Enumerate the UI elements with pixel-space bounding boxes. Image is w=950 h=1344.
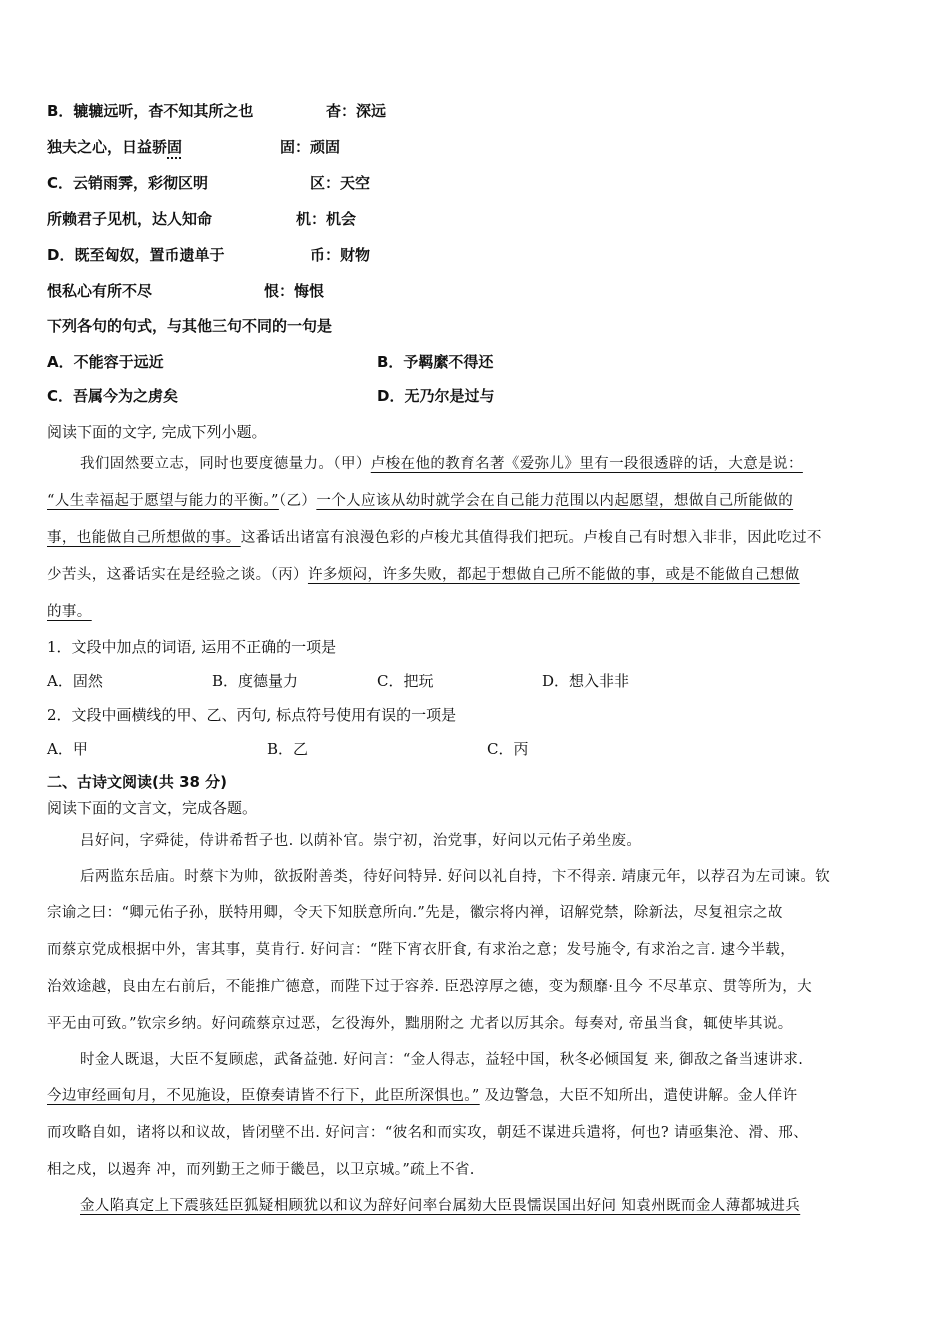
option-b-gloss-2: 固：顽固 (280, 138, 341, 156)
option-b-line-2 (47, 136, 341, 158)
option-d-gloss-2: 恨：悔恨 (264, 282, 325, 300)
question-1-stem: 1．文段中加点的词语, 运用不正确的一项是 (47, 638, 337, 656)
classical-text-line-6: 平无由可致。”钦宗乡纳。好问疏蔡京过恶，乞役海外，黜朋附之 尤者以厉其余。每奏对, 帝虽当食，辄使毕其说。 (47, 1016, 793, 1032)
syntax-options-row-2 (47, 385, 495, 407)
classical-text-line-2: 后两监东岳庙。时蔡卞为帅，欲扳附善类，待好问特异. 好问以礼自持，卞不得亲. 靖康元年，以荐召为左司谏。钦 (80, 869, 831, 885)
syntax-option-b: B．予羁縻不得还 (377, 353, 494, 371)
classical-text-line-11-unpunctuated: 金人陷真定上下震骇廷臣狐疑相顾犹以和议为辞好问率台属劾大臣畏懦误国出好问 知袁州既而金人薄都城进兵 (80, 1198, 801, 1214)
option-d-line-1 (47, 244, 371, 266)
syntax-question-stem: 下列各句的句式，与其他三句不同的一句是 (47, 317, 333, 335)
underlined-sentence-bing-end: 的事。 (47, 604, 92, 620)
q1-option-d: D．想入非非 (542, 672, 630, 690)
classical-text-line-1: 吕好问，字舜徒，侍讲希哲子也. 以荫补官。崇宁初，治党事，好问以元佑子弟坐废。 (80, 833, 642, 849)
classical-text-line-5: 治效途越，良由左右前后，不能推广德意，而陛下过于容养. 臣恐淳厚之德，变为颓靡·且今 不尽革京、贯等所为，大 (47, 979, 813, 995)
option-b-sentence-2-text: 独夫之心，日益骄 (47, 138, 168, 156)
dotted-word-gu: 固 (167, 138, 183, 156)
syntax-option-c: C．吾属今为之虏矣 (47, 387, 179, 405)
q2-option-c: C．丙 (487, 740, 529, 758)
syntax-options-row-1 (47, 351, 494, 373)
option-d-sentence-1: D．既至匈奴，置币遗单于 (47, 246, 225, 264)
option-c-sentence-2: 所赖君子见机，达人知命 (47, 210, 213, 228)
option-c-sentence-1: C．云销雨霁，彩彻区明 (47, 174, 209, 192)
classical-text-line-4: 而蔡京党成根据中外，害其事，莫肯行. 好问言：“陛下宵衣肝食, 有求治之意；发号施令, 有求治之言. 逮今半载， (47, 942, 796, 958)
q1-option-b: B．度德量力 (212, 672, 299, 690)
marker-yi: （乙） (278, 493, 317, 509)
option-d-line-2 (47, 280, 325, 302)
classical-text-line-8-rest: 及边警急，大臣不知所出，遣使讲解。金人佯许 (479, 1088, 798, 1104)
option-c-gloss-2: 机：机会 (296, 210, 357, 228)
classical-text-line-10: 相之戍，以遏奔 冲，而列勤王之师于畿邑，以卫京城。”疏上不省. (47, 1162, 475, 1178)
question-2-stem: 2．文段中画横线的甲、乙、丙句, 标点符号使用有误的一项是 (47, 706, 457, 724)
section-2-intro: 阅读下面的文言文，完成各题。 (47, 799, 258, 817)
reading1-line-2 (47, 490, 793, 512)
q1-option-a: A．固然 (47, 672, 103, 690)
classical-text-line-8 (47, 1085, 798, 1107)
reading1-line-4 (47, 564, 800, 586)
underlined-classical-sentence: 今边审经画旬月，不见施设，臣僚奏请皆不行下，此臣所深惧也。” (47, 1088, 480, 1104)
reading1-line-3-text: 这番话出诸富有浪漫色彩的卢梭尤其值得我们把玩。卢梭自己有时想入非非，因此吃过不 (240, 530, 822, 546)
q1-option-c: C．把玩 (377, 672, 434, 690)
syntax-option-d: D．无乃尔是过与 (377, 387, 495, 405)
reading1-line-1-text: 我们固然要立志，同时也要度德量力。（甲） (80, 456, 371, 472)
option-b-sentence-1: B．辘辘远听，杳不知其所之也 (47, 102, 254, 120)
reading1-intro: 阅读下面的文字, 完成下列小题。 (47, 423, 267, 441)
classical-text-line-7: 时金人既退，大臣不复顾虑，武备益弛. 好问言：“金人得志，益轻中国，秋冬必倾国复 来, 御敌之备当速讲求. (80, 1052, 804, 1068)
underlined-sentence-jia: 卢梭在他的教育名著《爱弥儿》里有一段很透辟的话，大意是说： (370, 456, 803, 472)
syntax-option-a: A．不能容于远近 (47, 353, 164, 371)
underlined-quote: “人生幸福起于愿望与能力的平衡。” (47, 493, 279, 509)
question-2-options (47, 738, 529, 760)
classical-text-line-3: 宗谕之曰：“卿元佑子孙，朕特用卿，令天下知朕意所向.”先是，徽宗将内禅，诏解党禁，除新法，尽复祖宗之故 (47, 905, 783, 921)
underlined-sentence-yi-end: 事，也能做自己所想做的事。 (47, 530, 241, 546)
reading1-line-3 (47, 527, 822, 549)
option-c-line-2 (47, 208, 357, 230)
question-1-options (47, 670, 630, 692)
q2-option-b: B．乙 (267, 740, 309, 758)
underlined-sentence-bing: 许多烦闷，许多失败，都起于想做自己所不能做的事，或是不能做自己想做 (307, 567, 800, 583)
option-c-gloss-1: 区：天空 (310, 174, 371, 192)
classical-text-line-9: 而攻略自如，诸将以和议故，皆闭壁不出. 好问言：“彼名和而实攻，朝廷不谋进兵遣将，何也? 请亟集沧、滑、邢、 (47, 1125, 809, 1141)
reading1-line-4-text: 少苦头，这番话实在是经验之谈。（丙） (47, 567, 308, 583)
q2-option-a: A．甲 (47, 740, 88, 758)
option-b-line-1 (47, 100, 387, 122)
option-c-line-1 (47, 172, 371, 194)
reading1-line-1 (80, 453, 803, 475)
option-d-sentence-2: 恨私心有所不尽 (47, 282, 153, 300)
section-2-heading: 二、古诗文阅读(共 38 分) (47, 773, 228, 791)
reading1-line-5 (47, 601, 92, 623)
underlined-sentence-yi: 一个人应该从幼时就学会在自己能力范围以内起愿望，想做自己所能做的 (316, 493, 794, 509)
option-b-gloss-1: 杳：深远 (326, 102, 387, 120)
option-d-gloss-1: 币：财物 (310, 246, 371, 264)
